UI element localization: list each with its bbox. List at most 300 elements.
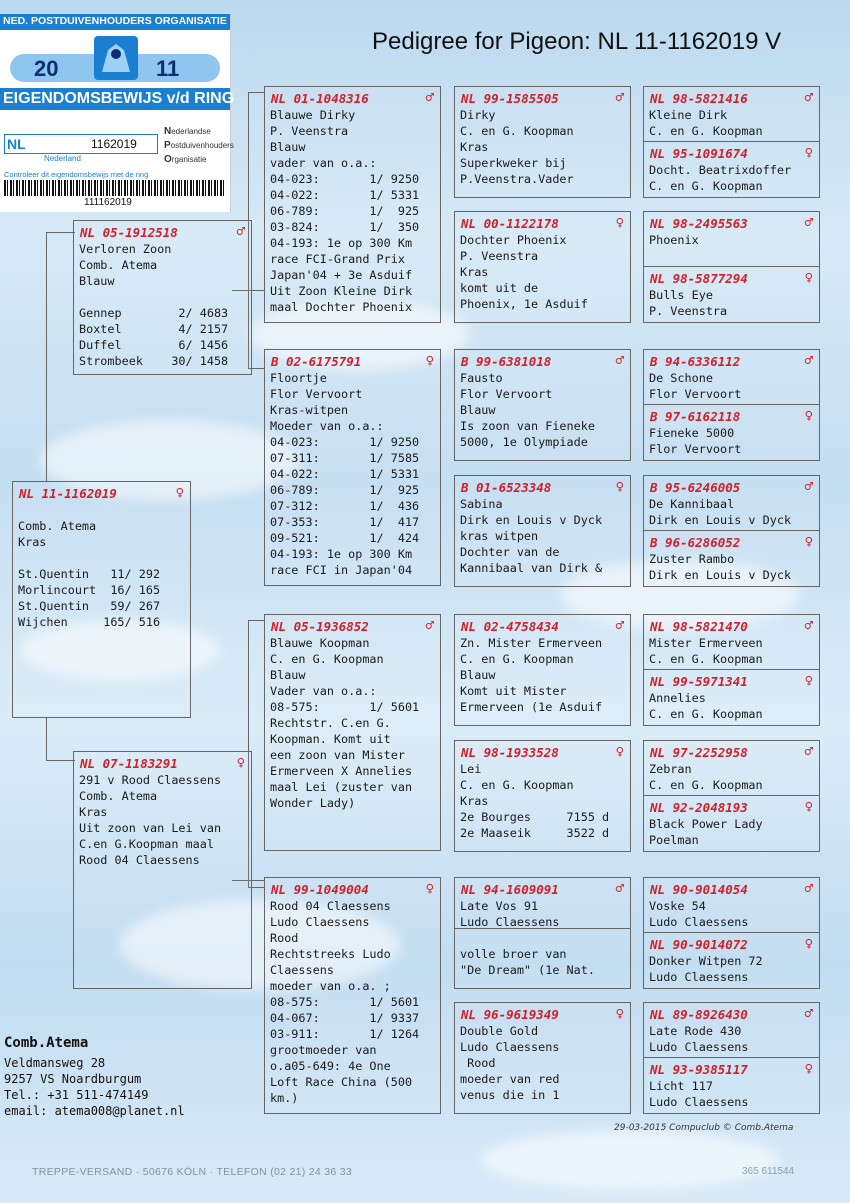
detail-line: C.en G.Koopman maal — [79, 837, 214, 851]
card-org: NED. POSTDUIVENHOUDERS ORGANISATIE — [3, 15, 227, 27]
detail-line: Dirk en Louis v Dyck — [649, 513, 792, 527]
sex-icon: ♂ — [804, 618, 813, 634]
sex-icon: ♂ — [615, 353, 624, 369]
detail-line: Comb. Atema — [18, 519, 97, 533]
pigeon-card-header — [644, 87, 819, 107]
ring-number: NL 00-1122178 — [461, 215, 559, 231]
pigeon-details — [74, 772, 251, 868]
pigeon-card-fmff — [644, 350, 819, 402]
detail-line — [455, 930, 630, 946]
detail-line: Rood — [270, 931, 299, 945]
ring-number: B 02-6175791 — [271, 353, 362, 369]
detail-line: Verloren Zoon — [79, 242, 172, 256]
ring-number: NL 98-5821416 — [650, 90, 748, 106]
detail-line: 04-022: 1/ 5331 — [270, 467, 420, 481]
detail-line: P. Veenstra — [460, 249, 539, 263]
pigeon-details — [265, 635, 440, 811]
card-barcode-number: 111162019 — [84, 197, 132, 208]
pigeon-card-mfmm — [644, 796, 819, 848]
detail-line: Ludo Claessens — [649, 1040, 749, 1054]
pigeon-details — [644, 232, 819, 248]
detail-line: Flor Vervoort — [460, 387, 553, 401]
detail-line: P. Veenstra — [270, 124, 349, 138]
pigeon-card-header — [644, 741, 819, 761]
owner-line: email: atema008@planet.nl — [4, 1104, 185, 1118]
owner-line: Tel.: +31 511-474149 — [4, 1088, 149, 1102]
ring-number: B 96-6286052 — [650, 534, 741, 550]
ring-number: NL 92-2048193 — [650, 799, 748, 815]
pigeon-card-header — [644, 476, 819, 496]
sex-icon: ♀ — [236, 755, 245, 771]
pigeon-details — [74, 241, 251, 369]
pigeon-card-mff — [454, 614, 631, 726]
card-ring-title: EIGENDOMSBEWIJS v/d RING — [3, 90, 235, 107]
detail-line: Late Rode 430 — [649, 1024, 742, 1038]
detail-line: moeder van red — [460, 1072, 560, 1086]
detail-line: Kras — [460, 794, 489, 808]
detail-line: Blauw — [270, 140, 306, 154]
pigeon-pair-mfmf-mfmm — [643, 740, 820, 852]
pigeon-card-fmmf — [644, 476, 819, 528]
owner-line: 9257 VS Noardburgum — [4, 1072, 142, 1086]
pigeon-card-header — [644, 212, 819, 232]
sex-icon: ♀ — [804, 799, 813, 815]
detail-line: Strombeek 30/ 1458 — [79, 354, 229, 368]
pigeon-details — [265, 370, 440, 578]
pigeon-card-fffm — [644, 142, 819, 194]
ring-number: NL 99-1585505 — [461, 90, 559, 106]
pigeon-card-mmmf — [644, 1003, 819, 1055]
sex-icon: ♂ — [425, 90, 434, 106]
pigeon-card-header — [644, 615, 819, 635]
card-npo-n: Nederlandse — [164, 126, 211, 137]
detail-line: Blauw — [270, 668, 306, 682]
card-npo-p: Postduivenhouders — [164, 140, 234, 151]
detail-line: C. en G. Koopman — [649, 124, 763, 138]
pigeon-card-header — [455, 87, 630, 107]
detail-line: Voske 54 — [649, 899, 706, 913]
ring-number: NL 89-8926430 — [650, 1006, 748, 1022]
pigeon-card-header — [644, 531, 819, 551]
sex-icon: ♀ — [804, 408, 813, 424]
detail-line: St.Quentin 59/ 267 — [18, 599, 161, 613]
detail-line: 03-911: 1/ 1264 — [270, 1027, 420, 1041]
pigeon-details — [13, 502, 190, 630]
detail-line: Loft Race China (500 — [270, 1075, 413, 1089]
detail-line: Ermerveen X Annelies — [270, 764, 413, 778]
detail-line: Dirky — [460, 108, 496, 122]
detail-line: Blauw — [79, 274, 115, 288]
pigeon-card-ff — [264, 86, 441, 323]
pigeon-card-header — [74, 752, 251, 772]
detail-line: C. en G. Koopman — [649, 707, 763, 721]
card-npo-o-text: rganisatie — [171, 155, 207, 164]
pigeon-details — [644, 690, 819, 722]
detail-line: Poelman — [649, 833, 699, 847]
detail-line: De Schone — [649, 371, 713, 385]
card-number-field — [4, 134, 158, 154]
sex-icon: ♀ — [804, 270, 813, 286]
pigeon-details — [455, 898, 630, 978]
card-npo-p-text: ostduivenhouders — [170, 141, 234, 150]
detail-line: Flor Vervoort — [270, 387, 363, 401]
ring-ownership-card — [0, 14, 235, 212]
card-header-bar — [0, 14, 230, 30]
page-title: Pedigree for Pigeon: NL 11-1162019 V — [372, 28, 782, 55]
detail-line: venus die in 1 — [460, 1088, 560, 1102]
ring-number: B 01-6523348 — [461, 479, 552, 495]
pigeon-card-header — [455, 212, 630, 232]
sex-icon: ♀ — [175, 485, 184, 501]
detail-line: Kleine Dirk — [649, 108, 728, 122]
pigeon-card-header — [644, 1003, 819, 1023]
detail-line: moeder van o.a. ; — [270, 979, 391, 993]
sex-icon: ♂ — [236, 224, 245, 240]
detail-line: Japan'04 + 3e Asduif — [270, 268, 413, 282]
detail-line: Annelies — [649, 691, 706, 705]
pigeon-card-header — [265, 878, 440, 898]
sex-icon: ♂ — [425, 618, 434, 634]
sex-icon: ♂ — [804, 744, 813, 760]
detail-line: maal Lei (zuster van — [270, 780, 413, 794]
pigeon-details — [644, 1078, 819, 1110]
detail-line: C. en G. Koopman — [460, 778, 574, 792]
sex-icon: ♂ — [615, 90, 624, 106]
pigeon-card-header — [644, 933, 819, 953]
pigeon-details — [644, 496, 819, 528]
ring-number: B 94-6336112 — [650, 353, 741, 369]
detail-line: P.Veenstra.Vader — [460, 172, 574, 186]
detail-line: Uit Zoon Kleine Dirk — [270, 284, 413, 298]
ring-number: NL 98-5877294 — [650, 270, 748, 286]
detail-line: Flor Vervoort — [649, 442, 742, 456]
detail-line: Ludo Claessens — [460, 915, 560, 929]
sex-icon: ♀ — [804, 936, 813, 952]
detail-line: Docht. Beatrixdoffer — [649, 163, 792, 177]
card-npo-n-text: ederlandse — [171, 127, 211, 136]
pigeon-card-mm — [264, 877, 441, 1114]
ring-number: NL 99-5971341 — [650, 673, 748, 689]
pigeon-card-ffmf — [644, 212, 819, 248]
detail-line: Boxtel 4/ 2157 — [79, 322, 229, 336]
detail-line: C. en G. Koopman — [649, 179, 763, 193]
pigeon-card-header — [644, 142, 819, 162]
detail-line: Bulls Eye — [649, 288, 713, 302]
detail-line — [13, 502, 190, 518]
detail-line: Blauwe Koopman — [270, 636, 370, 650]
ring-number: NL 94-1609091 — [461, 881, 559, 897]
detail-line: Is zoon van Fieneke — [460, 419, 595, 433]
pigeon-card-mmfm — [644, 933, 819, 985]
ring-number: B 97-6162118 — [650, 408, 741, 424]
pigeon-card-header — [455, 878, 630, 898]
detail-line: Donker Witpen 72 — [649, 954, 763, 968]
lion-crest-icon — [88, 32, 144, 84]
pigeon-details — [644, 953, 819, 985]
detail-line: Blauw — [460, 668, 496, 682]
pigeon-card-main — [12, 481, 191, 718]
pigeon-card-ffff — [644, 87, 819, 139]
ring-number: NL 01-1048316 — [271, 90, 369, 106]
detail-line: 04-023: 1/ 9250 — [270, 172, 420, 186]
detail-line: Moeder van o.a.: — [270, 419, 384, 433]
detail-line: 04-022: 1/ 5331 — [270, 188, 420, 202]
detail-line: 08-575: 1/ 5601 — [270, 700, 420, 714]
pigeon-card-fmfm — [644, 405, 819, 457]
detail-line: Koopman. Komt uit — [270, 732, 391, 746]
detail-line: Comb. Atema — [79, 258, 158, 272]
pigeon-card-header — [265, 350, 440, 370]
detail-line: 08-575: 1/ 5601 — [270, 995, 420, 1009]
detail-line: Zuster Rambo — [649, 552, 735, 566]
detail-line: Dochter Phoenix — [460, 233, 567, 247]
ring-number: NL 05-1912518 — [80, 224, 178, 240]
detail-line: een zoon van Mister — [270, 748, 405, 762]
detail-line: Ludo Claessens — [460, 1040, 560, 1054]
pigeon-card-header — [644, 1058, 819, 1078]
ring-number: NL 98-1933528 — [461, 744, 559, 760]
pigeon-card-mmff — [644, 878, 819, 930]
pigeon-details — [455, 107, 630, 187]
detail-line — [13, 550, 190, 566]
sex-icon: ♀ — [615, 215, 624, 231]
pigeon-card-mfmf — [644, 741, 819, 793]
detail-line: 04-193: 1e op 300 Km — [270, 236, 413, 250]
detail-line: Black Power Lady — [649, 817, 763, 831]
sex-icon: ♀ — [615, 1006, 624, 1022]
sex-icon: ♀ — [615, 744, 624, 760]
detail-line: Blauw — [460, 403, 496, 417]
paper-imprint: TREPPE-VERSAND · 50676 KÖLN · TELEFON (02 21) 24 36 33 — [32, 1166, 353, 1178]
detail-line: volle broer van — [460, 947, 567, 961]
pigeon-pair-ffmf-ffmm — [643, 211, 820, 323]
card-npo-o: Organisatie — [164, 154, 207, 165]
detail-line: 06-789: 1/ 925 — [270, 204, 420, 218]
card-title-bar — [0, 88, 235, 110]
ring-number: NL 90-9014072 — [650, 936, 748, 952]
detail-line: Rood 04 Claessens — [270, 899, 391, 913]
detail-line: grootmoeder van — [270, 1043, 377, 1057]
detail-line: Sabina — [460, 497, 503, 511]
detail-line: 09-521: 1/ 424 — [270, 531, 420, 545]
pigeon-card-header — [644, 405, 819, 425]
detail-line: 06-789: 1/ 925 — [270, 483, 420, 497]
pigeon-card-header — [265, 87, 440, 107]
detail-line: 5000, 1e Olympiade — [460, 435, 588, 449]
pigeon-card-mmm — [454, 1002, 631, 1114]
detail-line: vader van o.a.: — [270, 156, 377, 170]
pigeon-details — [265, 107, 440, 315]
pigeon-card-header — [644, 878, 819, 898]
detail-line: Mister Ermerveen — [649, 636, 763, 650]
paper-imprint-number: 365 611544 — [742, 1166, 795, 1177]
detail-line — [74, 289, 251, 305]
detail-line: Gennep 2/ 4683 — [79, 306, 229, 320]
pigeon-card-mfm — [454, 740, 631, 852]
card-country: NL — [7, 136, 26, 152]
detail-line: 04-023: 1/ 9250 — [270, 435, 420, 449]
detail-line: Ludo Claessens — [270, 915, 370, 929]
pigeon-card-fff — [454, 86, 631, 198]
pigeon-card-header — [644, 796, 819, 816]
detail-line: St.Quentin 11/ 292 — [18, 567, 161, 581]
pigeon-card-header — [74, 221, 251, 241]
pigeon-card-mmmm — [644, 1058, 819, 1110]
ring-number: NL 05-1936852 — [271, 618, 369, 634]
sex-icon: ♂ — [615, 618, 624, 634]
pigeon-card-mfff — [644, 615, 819, 667]
detail-line: Rechtstreeks Ludo — [270, 947, 391, 961]
pigeon-card-header — [644, 267, 819, 287]
detail-line: Vader van o.a.: — [270, 684, 377, 698]
owner-line: Veldmansweg 28 — [4, 1056, 106, 1070]
detail-line: komt uit de — [460, 281, 539, 295]
ring-number: NL 11-1162019 — [19, 485, 117, 501]
sex-icon: ♀ — [425, 353, 434, 369]
pigeon-card-header — [455, 1003, 630, 1023]
detail-line: Ludo Claessens — [649, 1095, 749, 1109]
pigeon-card-ffm — [454, 211, 631, 323]
card-barcode — [4, 180, 226, 196]
sex-icon: ♀ — [425, 881, 434, 897]
ring-number: NL 99-1049004 — [271, 881, 369, 897]
pigeon-card-mffm — [644, 670, 819, 722]
pigeon-card-mother — [73, 751, 252, 989]
pigeon-details — [644, 816, 819, 848]
detail-line: Late Vos 91 — [460, 899, 539, 913]
pigeon-details — [455, 761, 630, 841]
pigeon-card-father — [73, 220, 252, 375]
detail-line: "De Dream" (1e Nat. — [460, 963, 595, 977]
pigeon-details — [455, 496, 630, 576]
ring-number: NL 98-2495563 — [650, 215, 748, 231]
pigeon-details — [644, 898, 819, 930]
sex-icon: ♂ — [804, 479, 813, 495]
detail-line: Claessens — [270, 963, 334, 977]
pigeon-card-header — [265, 615, 440, 635]
ring-number: B 95-6246005 — [650, 479, 741, 495]
pigeon-card-fmf — [454, 349, 631, 461]
pigeon-details — [644, 1023, 819, 1055]
connector-main-father — [46, 232, 75, 482]
sex-icon: ♀ — [804, 145, 813, 161]
pigeon-details — [455, 635, 630, 715]
pigeon-card-header — [644, 670, 819, 690]
pigeon-details — [455, 1023, 630, 1103]
pigeon-card-header — [13, 482, 190, 502]
detail-line: Dirk en Louis v Dyck — [649, 568, 792, 582]
ring-number: NL 95-1091674 — [650, 145, 748, 161]
detail-line: Duffel 6/ 1456 — [79, 338, 229, 352]
connector-main-mother — [46, 718, 75, 761]
pigeon-details — [644, 551, 819, 583]
card-year-right: 11 — [156, 56, 180, 81]
detail-line: Rechtstr. C.en G. — [270, 716, 391, 730]
pigeon-details — [644, 635, 819, 667]
sex-icon: ♂ — [804, 215, 813, 231]
pigeon-card-ffmm — [644, 267, 819, 319]
detail-line: 04-067: 1/ 9337 — [270, 1011, 420, 1025]
card-control-text: Controleer dit eigendomsbewijs met de ring — [4, 170, 149, 179]
detail-line: Kras-witpen — [270, 403, 349, 417]
detail-line: Blauwe Dirky — [270, 108, 356, 122]
sex-icon: ♂ — [804, 90, 813, 106]
detail-line: o.a05-649: 4e One — [270, 1059, 391, 1073]
sex-icon: ♂ — [804, 1006, 813, 1022]
pigeon-details — [644, 761, 819, 793]
detail-line: Rood 04 Claessens — [79, 853, 200, 867]
detail-line: race FCI in Japan'04 — [270, 563, 413, 577]
detail-line: Fieneke 5000 — [649, 426, 735, 440]
pigeon-details — [455, 370, 630, 450]
detail-line: Wonder Lady) — [270, 796, 356, 810]
pigeon-card-header — [455, 476, 630, 496]
detail-line: Lei — [460, 762, 482, 776]
pigeon-card-header — [455, 615, 630, 635]
pigeon-details — [644, 107, 819, 139]
sex-icon: ♂ — [615, 881, 624, 897]
ring-number: NL 93-9385117 — [650, 1061, 748, 1077]
ring-number: NL 97-2252958 — [650, 744, 748, 760]
sex-icon: ♀ — [804, 673, 813, 689]
detail-line: 03-824: 1/ 350 — [270, 220, 420, 234]
detail-line: C. en G. Koopman — [460, 124, 574, 138]
ring-number: NL 02-4758434 — [461, 618, 559, 634]
detail-line: P. Veenstra — [649, 304, 728, 318]
detail-line: Ludo Claessens — [649, 915, 749, 929]
detail-line: Ermerveen (1e Asduif — [460, 700, 603, 714]
detail-line: Double Gold — [460, 1024, 539, 1038]
detail-line: Kras — [460, 265, 489, 279]
detail-line: C. en G. Koopman — [270, 652, 384, 666]
sex-icon: ♀ — [804, 1061, 813, 1077]
owner-name: Comb.Atema — [4, 1035, 89, 1051]
detail-line: Rood — [460, 1056, 496, 1070]
detail-line: Zn. Mister Ermerveen — [460, 636, 603, 650]
detail-line: Uit zoon van Lei van — [79, 821, 222, 835]
card-divider — [455, 928, 630, 929]
pigeon-card-header — [644, 350, 819, 370]
detail-line: race FCI-Grand Prix — [270, 252, 405, 266]
detail-line: maal Dochter Phoenix — [270, 300, 413, 314]
pigeon-card-mf — [264, 614, 441, 851]
detail-line: Ludo Claessens — [649, 970, 749, 984]
pigeon-details — [644, 287, 819, 319]
pigeon-card-fmmm — [644, 531, 819, 583]
pigeon-pair-mmmf-mmmm — [643, 1002, 820, 1114]
pigeon-details — [644, 370, 819, 402]
detail-line: Dirk en Louis v Dyck — [460, 513, 603, 527]
detail-line: Comb. Atema — [79, 789, 158, 803]
pigeon-card-mmf — [454, 877, 631, 989]
sex-icon: ♂ — [804, 353, 813, 369]
detail-line: Floortje — [270, 371, 327, 385]
pigeon-pair-mmff-mmfm — [643, 877, 820, 989]
pigeon-pair-ffff-fffm — [643, 86, 820, 198]
footer-credit: 29-03-2015 Compuclub © Comb.Atema — [614, 1123, 794, 1133]
pigeon-pair-fmmf-fmmm — [643, 475, 820, 587]
card-ring-number: 1162019 — [91, 137, 137, 151]
detail-line: 07-353: 1/ 417 — [270, 515, 420, 529]
detail-line: Kras — [18, 535, 47, 549]
pigeon-pair-fmff-fmfm — [643, 349, 820, 461]
sex-icon: ♀ — [615, 479, 624, 495]
detail-line: C. en G. Koopman — [460, 652, 574, 666]
ring-number: B 99-6381018 — [461, 353, 552, 369]
pigeon-details — [644, 425, 819, 457]
ring-number: NL 98-5821470 — [650, 618, 748, 634]
detail-line: Kras — [79, 805, 108, 819]
